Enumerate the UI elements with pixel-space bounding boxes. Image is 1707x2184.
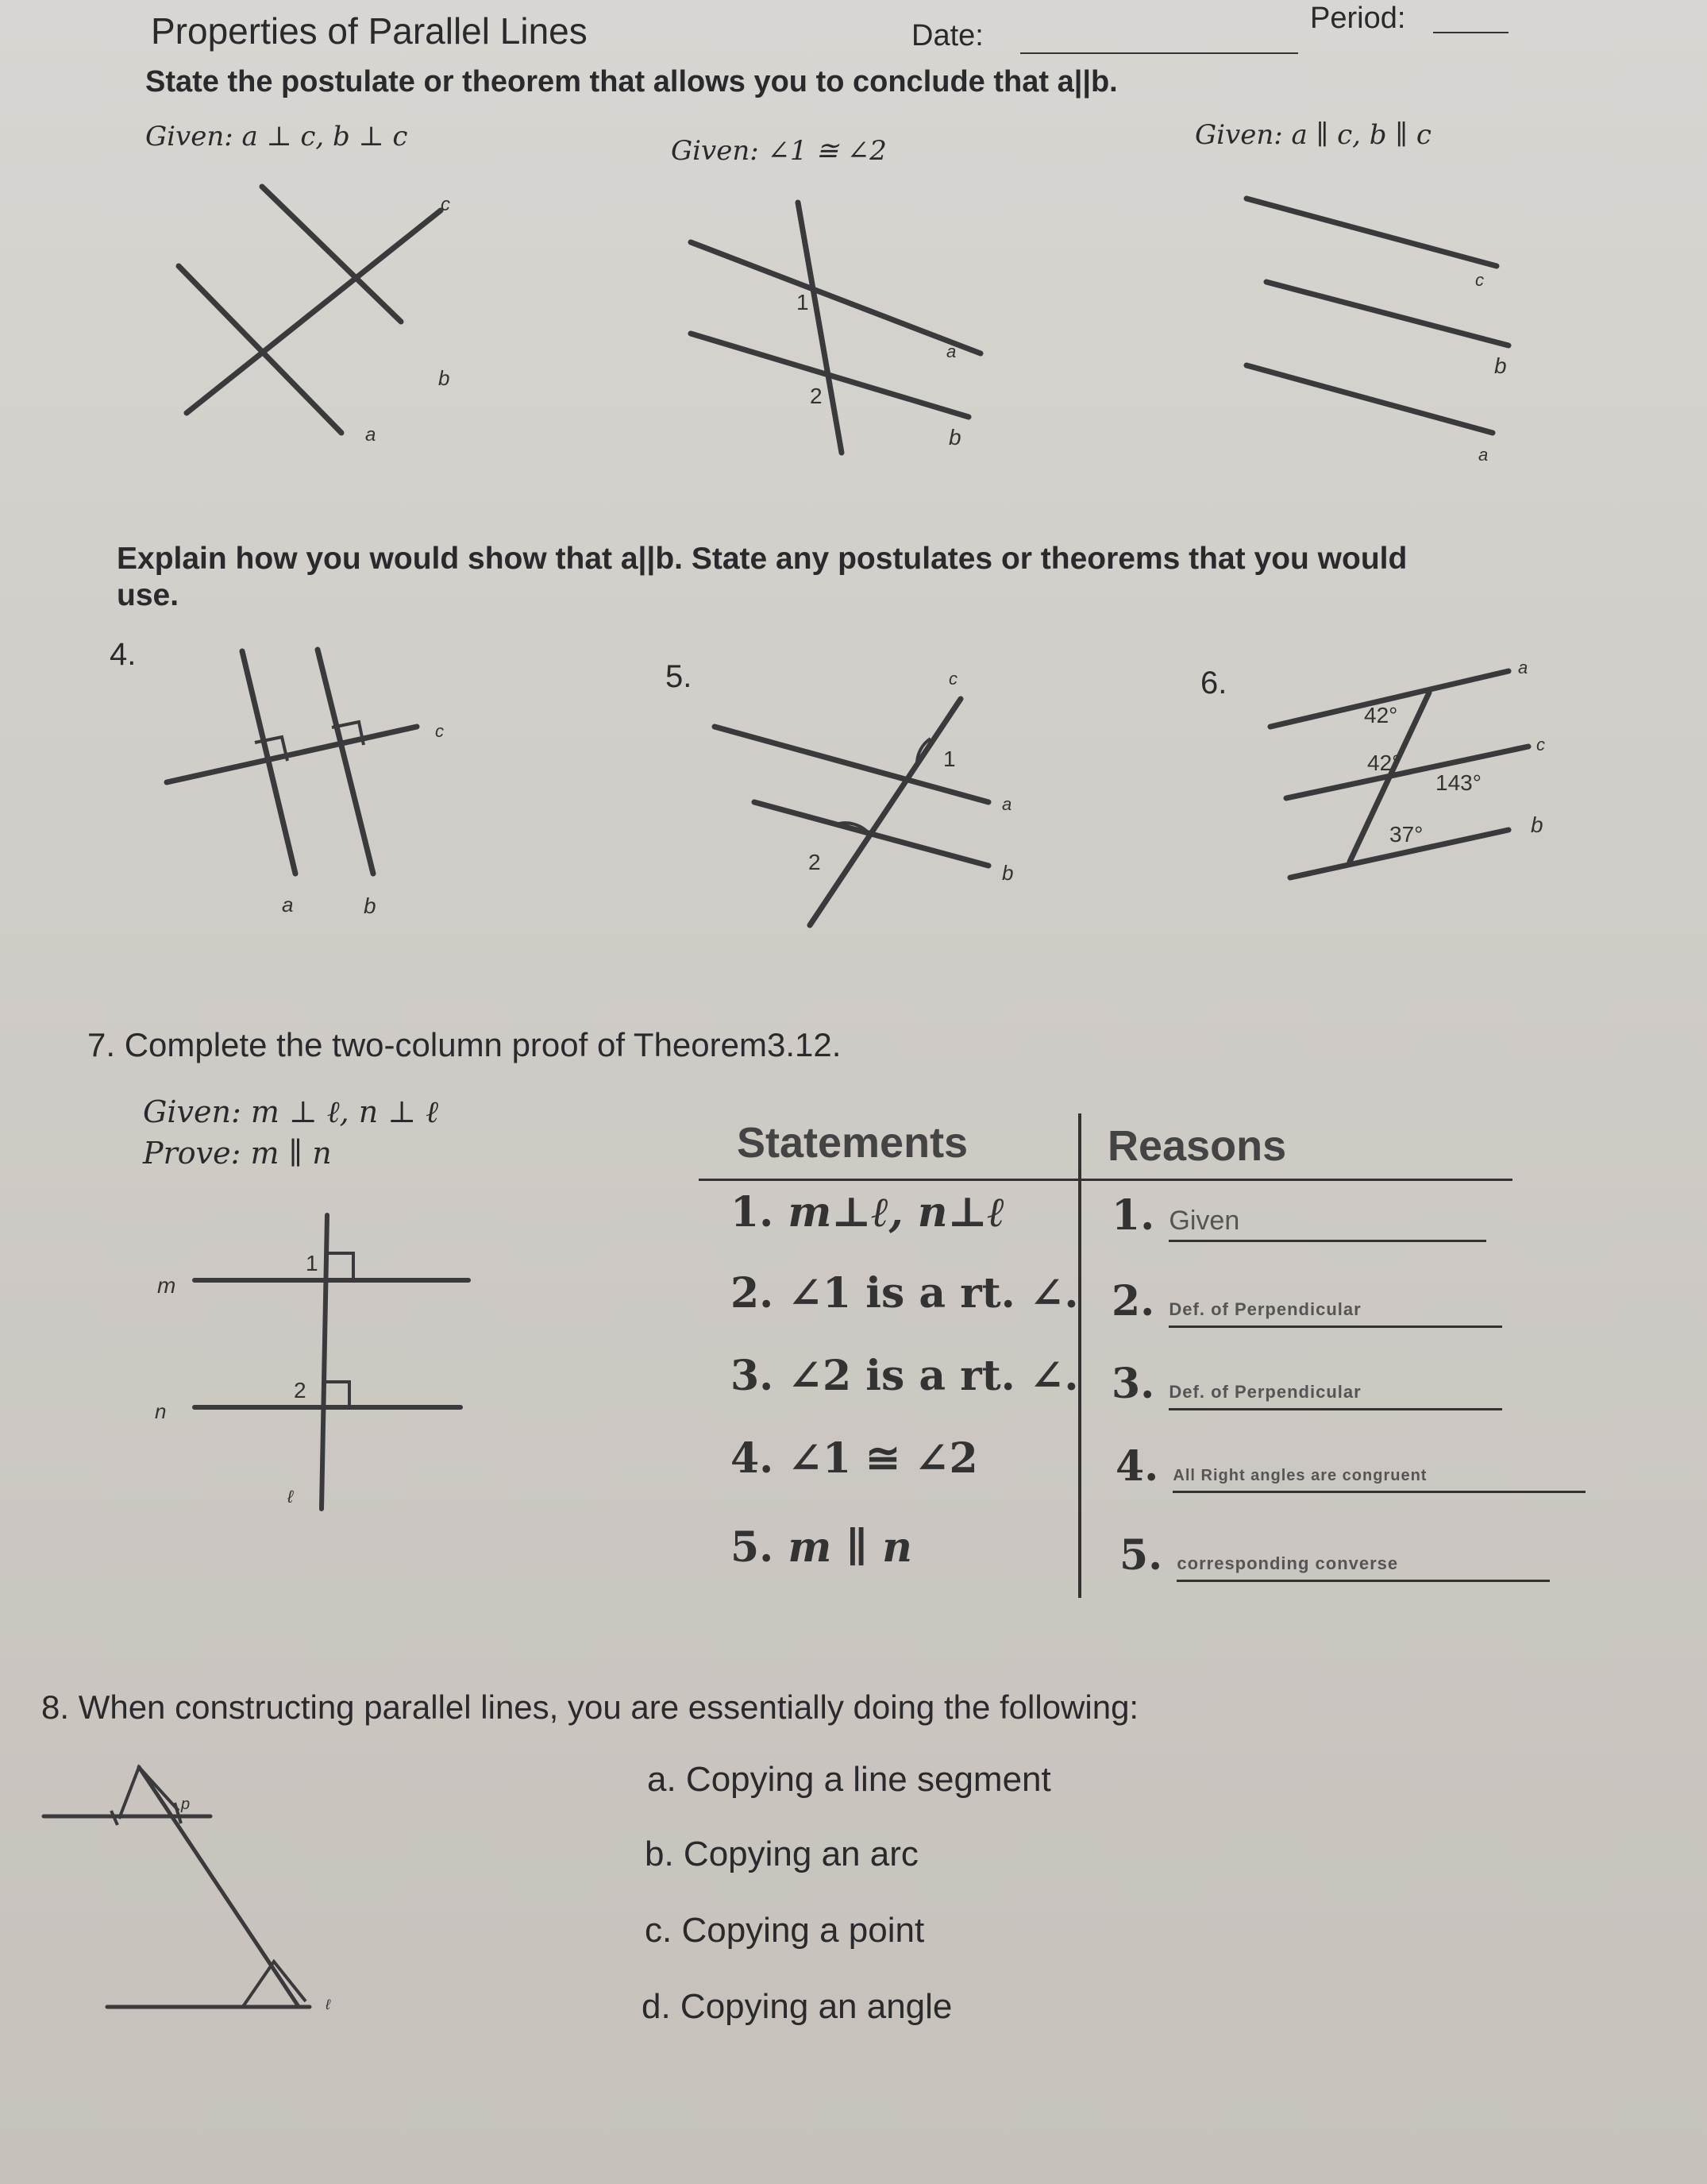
choice-c[interactable]: c. Copying a point (645, 1911, 925, 1950)
proof-given: Given: m ⊥ ℓ, n ⊥ ℓ (143, 1094, 438, 1129)
proof-prove: Prove: m ∥ n (143, 1136, 332, 1171)
proof-row-2-statement: 2. ∠1 is a rt. ∠. (730, 1269, 1079, 1318)
diagram-1-label-c: c (441, 194, 450, 215)
diagram-2-label-b: b (949, 425, 961, 450)
proof-row-1-reason[interactable]: 1. Given (1112, 1191, 1486, 1242)
section2-instruction-line2: use. (117, 578, 179, 612)
diagram-5-label-2: 2 (808, 850, 821, 874)
diagram-2-label-1: 1 (796, 290, 809, 314)
diagram-8-label-p: p (181, 1796, 191, 1813)
diagram-1-label-a: a (365, 424, 376, 446)
problem-2-given: Given: ∠1 ≅ ∠2 (671, 135, 887, 167)
diagram-5-label-b: b (1002, 861, 1014, 885)
diagram-7-label-m: m (157, 1273, 176, 1298)
diagram-6-angle-1: 42° (1364, 703, 1398, 727)
proof-row-3-statement: 3. ∠2 is a rt. ∠. (730, 1352, 1079, 1400)
problem-5-number: 5. (665, 659, 692, 694)
proof-reasons-header: Reasons (1108, 1122, 1287, 1170)
proof-row-3-reason[interactable]: 3. Def. of Perpendicular (1112, 1360, 1502, 1410)
diagram-3-label-b: b (1494, 353, 1507, 378)
diagram-4-label-a: a (282, 893, 294, 916)
diagram-7-label-n: n (155, 1399, 167, 1423)
proof-row-2-reason[interactable]: 2. Def. of Perpendicular (1112, 1277, 1502, 1328)
diagram-8-label-l: ℓ (326, 1997, 330, 2012)
diagram-2-label-a: a (946, 341, 957, 361)
diagram-6-label-a: a (1518, 658, 1528, 677)
diagram-4-label-b: b (364, 893, 376, 918)
proof-row-5-statement: 5. m ∥ n (730, 1523, 912, 1572)
section2-instruction-line1: Explain how you would show that a||b. State any postulates or theorems that you would (117, 542, 1408, 576)
proof-row-4-reason[interactable]: 4. All Right angles are congruent (1116, 1442, 1586, 1493)
problem-3-given: Given: a ∥ c, b ∥ c (1195, 119, 1431, 151)
question-8: 8. When constructing parallel lines, you are essentially doing the following: (41, 1688, 1139, 1726)
diagram-2-label-2: 2 (810, 384, 823, 408)
proof-row-5-reason[interactable]: 5. corresponding converse (1119, 1531, 1550, 1582)
problem-6-number: 6. (1200, 666, 1227, 700)
diagram-1-label-b: b (438, 366, 450, 390)
proof-statements-header: Statements (737, 1119, 969, 1167)
diagram-5-label-1: 1 (943, 747, 956, 771)
page-title: Properties of Parallel Lines (151, 10, 588, 52)
date-label: Date: (911, 19, 984, 52)
diagram-4-label-c: c (435, 721, 444, 741)
section1-instruction: State the postulate or theorem that allows you to conclude that a||b. (145, 65, 1118, 98)
problem-1-given: Given: a ⊥ c, b ⊥ c (145, 121, 408, 152)
diagram-5-label-c: c (949, 669, 958, 689)
proof-row-4-statement: 4. ∠1 ≅ ∠2 (730, 1434, 978, 1483)
choice-b[interactable]: b. Copying an arc (645, 1835, 919, 1873)
diagram-6-angle-4: 37° (1389, 822, 1424, 847)
diagram-3-label-c: c (1475, 270, 1484, 290)
diagram-3-label-a: a (1478, 445, 1489, 465)
question-7: 7. Complete the two-column proof of Theorem3.12. (87, 1026, 842, 1063)
diagram-7-label-2: 2 (294, 1378, 306, 1403)
period-label: Period: (1310, 2, 1406, 35)
choice-d[interactable]: d. Copying an angle (642, 1987, 953, 2026)
proof-row-1-statement: 1. m⊥ℓ, n⊥ℓ (730, 1188, 1005, 1237)
diagram-7-label-1: 1 (306, 1251, 318, 1275)
diagram-6-angle-3: 143° (1435, 770, 1482, 795)
diagram-5-label-a: a (1002, 794, 1012, 814)
problem-4-number: 4. (110, 637, 137, 672)
choice-a[interactable]: a. Copying a line segment (647, 1760, 1051, 1799)
diagram-6-label-b: b (1531, 812, 1543, 837)
diagram-6-angle-2: 42° (1367, 751, 1401, 775)
diagram-6-label-c: c (1536, 735, 1545, 754)
diagram-7-label-l: ℓ (287, 1487, 294, 1507)
